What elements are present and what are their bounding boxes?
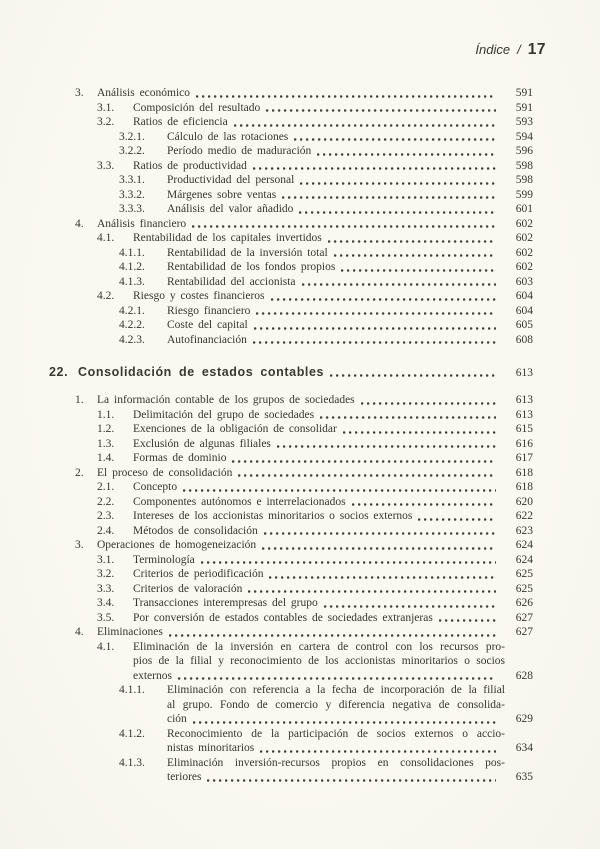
toc-entry-1-3 — [75, 437, 533, 452]
dot-leader — [299, 211, 496, 214]
entry-page-number: 601 — [515, 203, 533, 215]
entry-title: Rentabilidad del accionista — [167, 275, 296, 288]
entry-last-line — [133, 669, 533, 684]
dot-leader — [320, 416, 496, 419]
dot-leader — [192, 225, 496, 228]
dot-leader — [324, 605, 496, 608]
entry-title: Productividad del personal — [167, 174, 295, 186]
toc-entry-4-2-3 — [75, 333, 533, 348]
entry-last-line — [97, 625, 533, 640]
toc-entry-3-3 — [75, 159, 533, 174]
dot-leader — [238, 474, 496, 477]
toc-entry-4-2-2 — [75, 318, 533, 333]
entry-title: Exclusión de algunas filiales — [133, 437, 271, 450]
entry-number: 3.3.2. — [119, 188, 145, 201]
entry-number: 3. — [75, 539, 84, 551]
entry-page-number: 626 — [515, 597, 533, 609]
entry-page-number: 599 — [515, 188, 533, 201]
entry-number: 4.1.1. — [119, 246, 145, 259]
dot-leader — [328, 240, 496, 243]
entry-number: 2. — [75, 466, 84, 479]
entry-page-number: 602 — [515, 232, 533, 244]
entry-title: Período medio de maduración — [167, 145, 312, 157]
entry-last-line — [133, 524, 533, 539]
entry-body — [167, 304, 533, 319]
toc-entry-3-2 — [75, 115, 533, 130]
entry-page-number: 627 — [515, 611, 533, 624]
toc-entry-4-1-3 — [75, 275, 533, 290]
entry-number: 1. — [75, 394, 84, 406]
chapter-page-number: 613 — [515, 367, 533, 379]
entry-last-line — [97, 217, 533, 232]
index-label: Índice — [475, 42, 511, 57]
entry-last-line — [133, 567, 533, 582]
page-header — [475, 41, 546, 59]
entry-number: 3.2.2. — [119, 145, 145, 157]
dot-leader — [196, 95, 496, 98]
entry-body — [133, 640, 533, 684]
dot-leader — [266, 109, 496, 112]
entry-last-line — [133, 422, 533, 437]
dot-leader — [264, 532, 496, 535]
toc-entry-4-1-1 — [75, 683, 533, 727]
entry-title: Márgenes sobre ventas — [167, 188, 277, 201]
entry-title: Ratios de eficiencia — [133, 116, 228, 128]
toc — [49, 86, 533, 785]
dot-leader — [330, 374, 496, 377]
entry-body — [133, 524, 533, 539]
entry-body — [133, 231, 533, 246]
dot-leader — [334, 254, 496, 257]
toc-entry-1-1 — [75, 408, 533, 423]
entry-last-line — [167, 246, 533, 261]
entry-last-line — [167, 173, 533, 188]
entry-last-line — [133, 495, 533, 510]
entry-number: 3.3. — [97, 159, 115, 172]
entry-title: Criterios de valoración — [133, 582, 243, 595]
toc-entry-4 — [75, 625, 533, 640]
toc-entry-1 — [75, 393, 533, 408]
entry-page-number: 616 — [515, 437, 533, 450]
entry-number: 3.1. — [97, 101, 115, 114]
entry-page-number: 635 — [515, 771, 533, 783]
toc-entry-3-4 — [75, 596, 533, 611]
entry-title: Autofinanciación — [167, 333, 247, 346]
entry-last-line — [167, 318, 533, 333]
toc-entry-4-1-1 — [75, 246, 533, 261]
entry-last-line — [133, 408, 533, 423]
entry-body — [97, 217, 533, 232]
toc-entry-4-2 — [75, 289, 533, 304]
entry-number: 4.2.1. — [119, 304, 145, 317]
toc-entry-3-2-2 — [75, 144, 533, 159]
entry-body — [133, 101, 533, 116]
entry-number: 1.4. — [97, 452, 115, 464]
entry-title-continued: Eliminación inversión-recursos propios en consolidaciones pos- — [167, 756, 505, 769]
entry-body — [97, 538, 533, 553]
entry-title: La información contable de los grupos de sociedades — [97, 394, 355, 406]
page-number: 17 — [527, 41, 546, 58]
entry-number: 4. — [75, 217, 84, 230]
header-separator: / — [517, 42, 521, 57]
entry-body — [167, 318, 533, 333]
entry-page-number: 618 — [515, 466, 533, 479]
entry-body — [167, 683, 533, 727]
toc-entry-3-5 — [75, 611, 533, 626]
entry-body — [133, 582, 533, 597]
entry-page-number: 613 — [515, 408, 533, 421]
entry-last-line — [133, 101, 533, 116]
entry-title: Rentabilidad de los capitales invertidos — [133, 232, 322, 244]
entry-body — [97, 86, 533, 101]
dot-leader — [169, 634, 496, 637]
entry-title: Por conversión de estados contables de sociedades extranjeras — [133, 611, 433, 624]
entry-page-number: 613 — [515, 394, 533, 406]
entry-number: 2.3. — [97, 510, 115, 522]
entry-title: Formas de dominio — [133, 452, 227, 464]
toc-entry-4-1 — [75, 231, 533, 246]
entry-page-number: 624 — [515, 539, 533, 551]
entry-last-line — [133, 582, 533, 597]
entry-body — [133, 451, 533, 466]
entry-page-number: 604 — [515, 290, 533, 302]
entry-last-line — [167, 130, 533, 145]
entry-title: Ratios de productividad — [133, 159, 247, 172]
entry-body — [167, 260, 533, 275]
entry-last-line — [167, 202, 533, 217]
chapter-heading-22 — [49, 364, 533, 381]
entry-number: 3.2. — [97, 116, 115, 128]
toc-entry-2-4 — [75, 524, 533, 539]
toc-entry-4-1-2 — [75, 727, 533, 756]
entry-title: Métodos de consolidación — [133, 524, 258, 537]
entry-number: 4.2.2. — [119, 319, 145, 331]
entry-title: Riesgo financiero — [167, 304, 251, 317]
entry-title: Eliminaciones — [97, 626, 163, 638]
entry-last-line — [133, 611, 533, 626]
entry-number: 1.3. — [97, 437, 115, 450]
entry-body — [97, 466, 533, 481]
entry-page-number: 605 — [515, 319, 533, 331]
entry-title: externos — [133, 669, 172, 682]
entry-last-line — [167, 712, 533, 727]
entry-title: Rentabilidad de los fondos propios — [167, 261, 336, 273]
entry-page-number: 598 — [515, 159, 533, 172]
entry-page-number: 627 — [515, 626, 533, 638]
toc-entry-3-1 — [75, 101, 533, 116]
entry-body — [133, 159, 533, 174]
entry-last-line — [167, 333, 533, 348]
entry-last-line — [167, 304, 533, 319]
entry-page-number: 615 — [515, 423, 533, 435]
dot-leader — [271, 298, 496, 301]
entry-body — [133, 495, 533, 510]
entry-body — [97, 625, 533, 640]
dot-leader — [248, 590, 496, 593]
entry-number: 1.1. — [97, 408, 115, 421]
entry-number: 1.2. — [97, 423, 115, 435]
entry-last-line — [133, 437, 533, 452]
entry-last-line — [97, 86, 533, 101]
dot-leader — [256, 312, 496, 315]
toc-entry-4-1-2 — [75, 260, 533, 275]
entry-last-line — [133, 596, 533, 611]
entry-last-line — [133, 289, 533, 304]
toc-entry-3-1 — [75, 553, 533, 568]
entry-title-continued: Eliminación con referencia a la fecha de incorporación de la filial — [167, 684, 505, 696]
entry-title: Análisis económico — [97, 87, 191, 99]
entry-title: Operaciones de homogeneización — [97, 539, 257, 551]
entry-last-line — [167, 260, 533, 275]
entry-last-line — [167, 188, 533, 203]
entry-title-continued: pios de la filial y reconocimiento de los accionistas minoritarios o socios — [133, 655, 505, 667]
dot-leader — [232, 460, 496, 463]
dot-leader — [269, 576, 496, 579]
toc-entry-3 — [75, 538, 533, 553]
dot-leader — [178, 677, 496, 680]
entry-page-number: 602 — [515, 217, 533, 230]
dot-leader — [341, 269, 496, 272]
entry-page-number: 622 — [515, 510, 533, 522]
entry-number: 4.1.3. — [119, 756, 145, 769]
entry-number: 4.1.2. — [119, 727, 145, 740]
entry-body — [167, 756, 533, 785]
dot-leader — [277, 445, 496, 448]
entry-title: Concepto — [133, 481, 178, 493]
toc-entry-3-3 — [75, 582, 533, 597]
dot-leader — [317, 153, 496, 156]
entry-page-number: 634 — [515, 742, 533, 754]
entry-page-number: 628 — [515, 669, 533, 682]
entry-body — [167, 333, 533, 348]
entry-title: Intereses de los accionistas minoritarios o socios externos — [133, 510, 413, 522]
entry-last-line — [133, 159, 533, 174]
entry-page-number: 625 — [515, 568, 533, 580]
entry-body — [133, 422, 533, 437]
entry-title: Composición del resultado — [133, 101, 261, 114]
dot-leader — [300, 182, 496, 185]
dot-leader — [439, 619, 496, 622]
toc-entry-4-2-1 — [75, 304, 533, 319]
entry-number: 3.4. — [97, 597, 115, 609]
dot-leader — [352, 503, 496, 506]
entry-body — [133, 509, 533, 524]
dot-leader — [183, 489, 496, 492]
dot-leader — [262, 547, 496, 550]
entry-number: 4.2.3. — [119, 333, 145, 346]
toc-entry-3-3-3 — [75, 202, 533, 217]
entry-number: 4.1.3. — [119, 275, 145, 288]
entry-number: 3. — [75, 87, 84, 99]
toc-entry-2-1 — [75, 480, 533, 495]
entry-page-number: 593 — [515, 116, 533, 128]
entry-page-number: 596 — [515, 145, 533, 157]
dot-leader — [207, 779, 496, 782]
entry-page-number: 604 — [515, 304, 533, 317]
entry-last-line — [167, 144, 533, 159]
entry-number: 4.2. — [97, 290, 115, 302]
entry-body — [133, 480, 533, 495]
entry-title: Coste del capital — [167, 319, 248, 331]
dot-leader — [418, 518, 496, 521]
entry-number: 3.3. — [97, 582, 115, 595]
entry-body — [133, 567, 533, 582]
entry-body — [133, 611, 533, 626]
entry-number: 4.1. — [97, 640, 115, 653]
entry-body — [167, 202, 533, 217]
entry-page-number: 598 — [515, 174, 533, 186]
entry-title: Cálculo de las rotaciones — [167, 130, 289, 143]
dot-leader — [260, 750, 496, 753]
entry-number: 2.2. — [97, 495, 115, 508]
entry-title: Riesgo y costes financieros — [133, 290, 265, 302]
entry-number: 4. — [75, 626, 84, 638]
toc-entry-2-3 — [75, 509, 533, 524]
entry-number: 4.1.1. — [119, 684, 145, 696]
entry-body — [167, 144, 533, 159]
entry-body — [97, 393, 533, 408]
entry-last-line — [97, 466, 533, 481]
dot-leader — [254, 327, 496, 330]
entry-body — [133, 408, 533, 423]
entry-body — [133, 289, 533, 304]
entry-body — [167, 275, 533, 290]
dot-leader — [234, 124, 496, 127]
entry-number: 3.1. — [97, 553, 115, 566]
entry-title: Delimitación del grupo de sociedades — [133, 408, 315, 421]
entry-page-number: 608 — [515, 333, 533, 346]
entry-title: Criterios de periodificación — [133, 568, 264, 580]
toc-entry-1-4 — [75, 451, 533, 466]
toc-entry-4-1-3 — [75, 756, 533, 785]
entry-page-number: 594 — [515, 130, 533, 143]
entry-body — [133, 553, 533, 568]
entry-page-number: 623 — [515, 524, 533, 537]
toc-entry-4 — [75, 217, 533, 232]
entry-number: 3.5. — [97, 611, 115, 624]
entry-title: Rentabilidad de la inversión total — [167, 246, 328, 259]
entry-number: 4.1. — [97, 232, 115, 244]
chapter-number: 22. — [49, 365, 69, 379]
entry-title: Transacciones interempresas del grupo — [133, 597, 318, 609]
entry-last-line — [133, 553, 533, 568]
toc-entry-3-2-1 — [75, 130, 533, 145]
entry-page-number: 618 — [515, 481, 533, 493]
entry-last-line — [167, 741, 533, 756]
entry-body — [133, 596, 533, 611]
toc-entry-3-3-1 — [75, 173, 533, 188]
entry-body — [167, 188, 533, 203]
entry-title: Análisis del valor añadido — [167, 203, 294, 215]
entry-last-line — [167, 770, 533, 785]
entry-number: 2.1. — [97, 481, 115, 493]
entry-body — [167, 130, 533, 145]
entry-title: Componentes autónomos e interrelacionados — [133, 495, 346, 508]
entry-page-number: 591 — [515, 87, 533, 99]
entry-page-number: 591 — [515, 101, 533, 114]
toc-entry-3-2 — [75, 567, 533, 582]
entry-number: 3.2. — [97, 568, 115, 580]
entry-number: 3.2.1. — [119, 130, 145, 143]
entry-page-number: 603 — [515, 275, 533, 288]
dot-leader — [282, 196, 496, 199]
entry-last-line — [133, 115, 533, 130]
entry-last-line — [133, 509, 533, 524]
entry-page-number: 625 — [515, 582, 533, 595]
dot-leader — [193, 721, 496, 724]
entry-body — [133, 437, 533, 452]
entry-page-number: 617 — [515, 452, 533, 464]
entry-number: 3.3.3. — [119, 203, 145, 215]
entry-page-number: 620 — [515, 495, 533, 508]
entry-title-continued: Reconocimiento de la participación de socios externos o accio- — [167, 727, 505, 740]
entry-title: Exenciones de la obligación de consolidar — [133, 423, 337, 435]
entry-title-continued: al grupo. Fondo de comercio y diferencia negativa de consolida- — [167, 698, 505, 711]
entry-title: Terminología — [133, 553, 195, 566]
entry-title: Análisis financiero — [97, 217, 187, 230]
toc-entry-3-3-2 — [75, 188, 533, 203]
toc-entry-1-2 — [75, 422, 533, 437]
entry-last-line — [133, 480, 533, 495]
dot-leader — [361, 402, 496, 405]
dot-leader — [201, 561, 496, 564]
entry-body — [167, 173, 533, 188]
entry-title-continued: Eliminación de la inversión en cartera de control con los recursos pro- — [133, 640, 505, 653]
entry-last-line — [97, 393, 533, 408]
entry-number: 2.4. — [97, 524, 115, 537]
dot-leader — [294, 138, 496, 141]
entry-last-line — [133, 231, 533, 246]
entry-body — [133, 115, 533, 130]
dot-leader — [253, 167, 496, 170]
entry-body — [167, 246, 533, 261]
entry-page-number: 629 — [515, 713, 533, 725]
dot-leader — [253, 341, 496, 344]
entry-title: teriores — [167, 771, 202, 783]
toc-entry-4-1 — [75, 640, 533, 684]
entry-title: nistas minoritarios — [167, 742, 255, 754]
entry-page-number: 624 — [515, 553, 533, 566]
entry-title: ción — [167, 713, 187, 725]
entry-page-number: 602 — [515, 261, 533, 273]
chapter-title: Consolidación de estados contables — [78, 365, 325, 379]
entry-page-number: 602 — [515, 246, 533, 259]
dot-leader — [343, 431, 496, 434]
entry-number: 3.3.1. — [119, 174, 145, 186]
toc-entry-2 — [75, 466, 533, 481]
entry-number: 4.1.2. — [119, 261, 145, 273]
dot-leader — [302, 283, 496, 286]
entry-title: El proceso de consolidación — [97, 466, 233, 479]
entry-last-line — [167, 275, 533, 290]
toc-entry-2-2 — [75, 495, 533, 510]
entry-last-line — [133, 451, 533, 466]
toc-entry-3 — [75, 86, 533, 101]
entry-body — [167, 727, 533, 756]
entry-last-line — [97, 538, 533, 553]
